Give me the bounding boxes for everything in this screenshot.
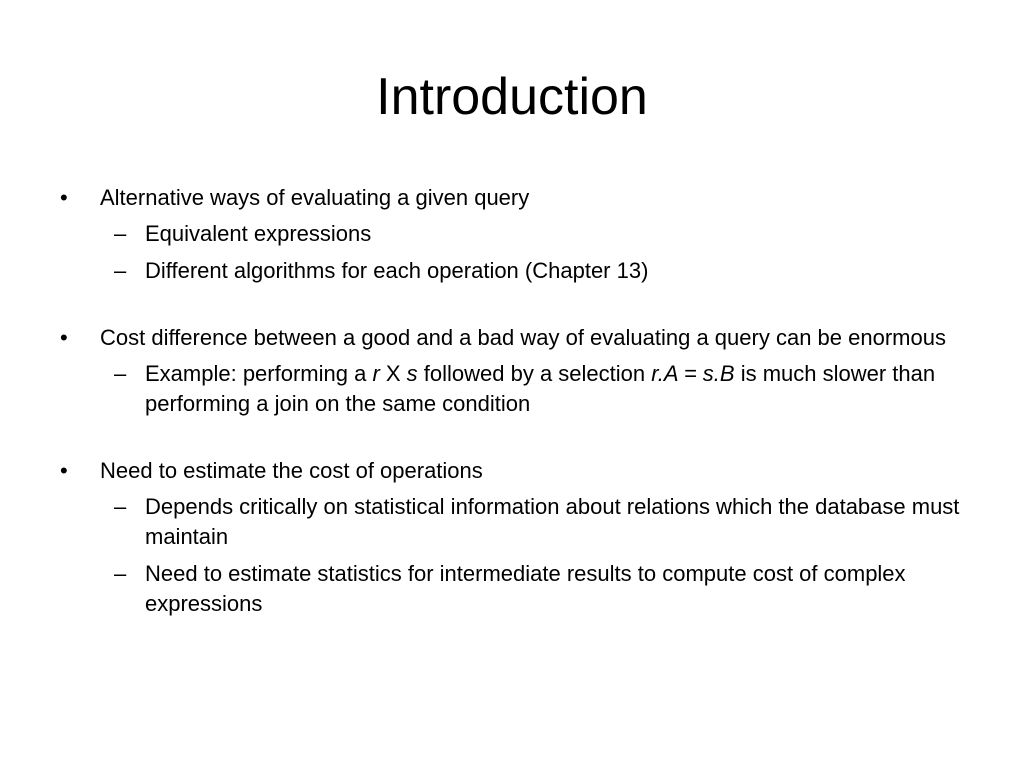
relation-s: s xyxy=(406,361,418,386)
bullet-marker: • xyxy=(60,458,68,483)
sub-bullet-text: Depends critically on statistical information about relations which the database must maintain xyxy=(145,494,960,549)
example-text: Example: performing a xyxy=(145,361,373,386)
bullet-text: Alternative ways of evaluating a given query xyxy=(100,185,530,210)
sub-bullet-item xyxy=(56,492,976,552)
sub-bullet-item xyxy=(56,256,976,286)
sub-bullet-text: Need to estimate statistics for intermediate results to compute cost of complex expressions xyxy=(145,561,906,616)
bullet-item xyxy=(56,323,976,353)
sub-bullet-marker: – xyxy=(114,561,127,586)
sub-bullet-text xyxy=(145,361,935,416)
bullet-item xyxy=(56,183,976,213)
bullet-group xyxy=(56,323,976,419)
sub-bullet-marker: – xyxy=(114,258,127,283)
slide-title: Introduction xyxy=(376,68,648,126)
cross-product-text: X xyxy=(379,361,407,386)
bullet-group xyxy=(56,183,976,286)
selection-condition: r.A = s.B xyxy=(651,361,735,386)
bullet-marker: • xyxy=(60,185,68,210)
bullet-group xyxy=(56,456,976,619)
sub-bullet-item xyxy=(56,219,976,249)
sub-bullet-item xyxy=(56,559,976,619)
bullet-text: Need to estimate the cost of operations xyxy=(100,458,483,483)
bullet-marker: • xyxy=(60,325,68,350)
sub-bullet-marker: – xyxy=(114,494,127,519)
sub-bullet-marker: – xyxy=(114,361,127,386)
bullet-text: Cost difference between a good and a bad way of evaluating a query can be enormous xyxy=(100,325,946,350)
comparison-text: is much slower than performing a join on the same condition xyxy=(145,361,936,416)
sub-bullet-text: Different algorithms for each operation (Chapter 13) xyxy=(145,258,649,283)
sub-bullet-marker: – xyxy=(114,221,127,246)
bullet-item xyxy=(56,456,976,486)
sub-bullet-item xyxy=(56,359,976,419)
slide-body xyxy=(56,183,976,619)
relation-r: r xyxy=(372,361,380,386)
sub-bullet-text: Equivalent expressions xyxy=(145,221,372,246)
selection-text: followed by a selection xyxy=(417,361,652,386)
